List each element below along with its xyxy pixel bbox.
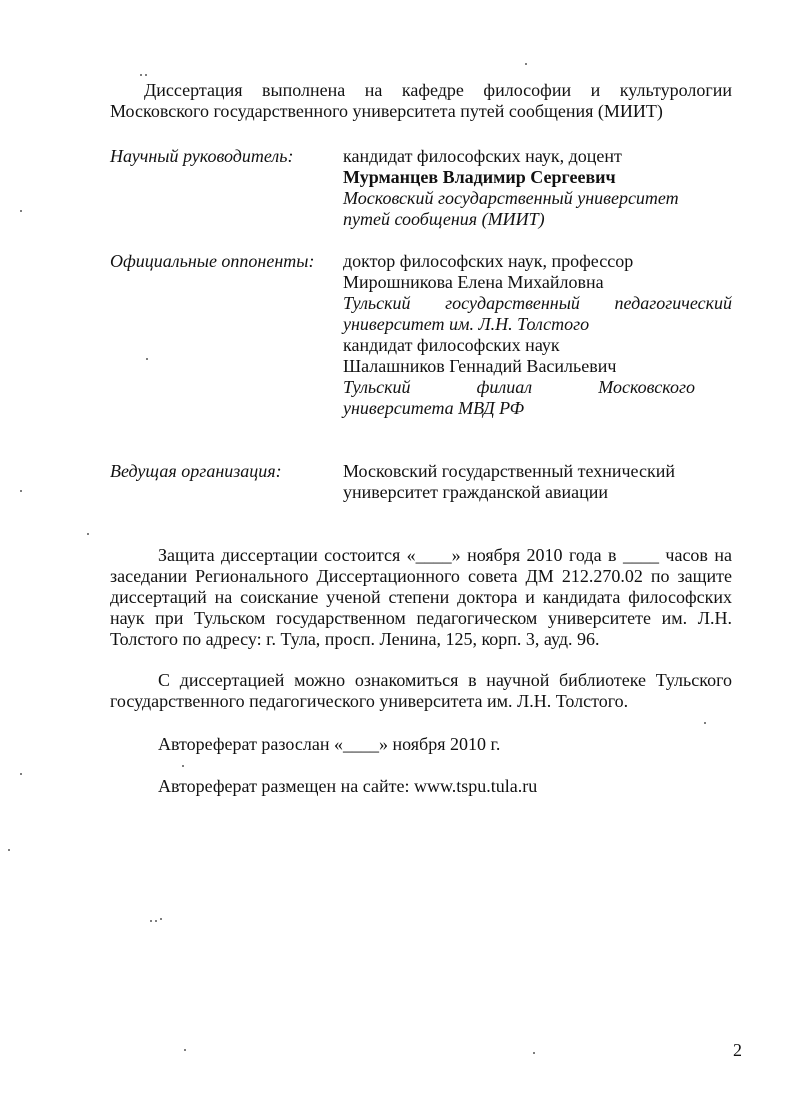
opponent-1-degree: доктор философских наук, профессор	[343, 251, 634, 271]
scan-speck	[182, 765, 184, 767]
supervisor-label: Научный руководитель:	[110, 146, 294, 166]
supervisor-details	[343, 146, 732, 230]
opponent-1-affiliation-line1: Тульский государственный педагогический	[343, 293, 732, 313]
intro-paragraph: Диссертация выполнена на кафедре философии и культурологии Московского государственного университета путей сообщения (МИИТ)	[110, 80, 732, 121]
scan-speck	[20, 210, 22, 212]
opponent-2-affiliation-line2: университета МВД РФ	[343, 398, 525, 418]
opponent-2-affiliation-line1: Тульский филиал Московского	[343, 377, 695, 397]
scan-speck	[155, 920, 157, 922]
scan-speck	[525, 63, 527, 65]
supervisor-affiliation-line1: Московский государственный университет	[343, 188, 679, 208]
leading-organization-line1: Московский государственный технический	[343, 461, 675, 481]
scan-speck	[150, 920, 152, 922]
page-number: 2	[733, 1040, 742, 1060]
opponents-label: Официальные оппоненты:	[110, 251, 315, 271]
abstract-site-line: Автореферат размещен на сайте: www.tspu.tula.ru	[158, 776, 538, 796]
scan-speck	[20, 490, 22, 492]
supervisor-degree: кандидат философских наук, доцент	[343, 146, 622, 166]
library-paragraph: С диссертацией можно ознакомиться в научной библиотеке Тульского государственного педагогического университета им. Л.Н. Толстого.	[110, 670, 732, 711]
scan-speck	[704, 722, 706, 724]
opponent-2-name: Шалашников Геннадий Васильевич	[343, 356, 617, 376]
supervisor-affiliation-line2: путей сообщения (МИИТ)	[343, 209, 545, 229]
scan-speck	[140, 74, 142, 76]
opponent-1-affiliation-line2: университет им. Л.Н. Толстого	[343, 314, 590, 334]
defense-paragraph: Защита диссертации состоится «____» ноября 2010 года в ____ часов на заседании Регионального Диссертационного совета ДМ 212.270.02 по защите диссертаций на соискание ученой степени доктора и кандидата философских наук при Тульском государственном педагогическом университете им. Л.Н. Толстого по адресу: г. Тула, просп. Ленина, 125, корп. 3, ауд. 96.	[110, 545, 732, 649]
opponent-2-degree: кандидат философских наук	[343, 335, 560, 355]
scan-speck	[87, 533, 89, 535]
abstract-sent-line: Автореферат разослан «____» ноября 2010 г.	[158, 734, 501, 754]
leading-organization-details	[343, 461, 732, 503]
scan-speck	[160, 918, 162, 920]
scan-speck	[20, 773, 22, 775]
scan-speck	[146, 358, 148, 360]
scan-speck	[145, 74, 147, 76]
supervisor-name: Мурманцев Владимир Сергеевич	[343, 167, 616, 187]
scan-speck	[533, 1052, 535, 1054]
leading-organization-line2: университет гражданской авиации	[343, 482, 609, 502]
opponents-details	[343, 251, 732, 419]
scan-speck	[184, 1049, 186, 1051]
leading-organization-label: Ведущая организация:	[110, 461, 282, 481]
scan-speck	[8, 849, 10, 851]
opponent-1-name: Мирошникова Елена Михайловна	[343, 272, 604, 292]
